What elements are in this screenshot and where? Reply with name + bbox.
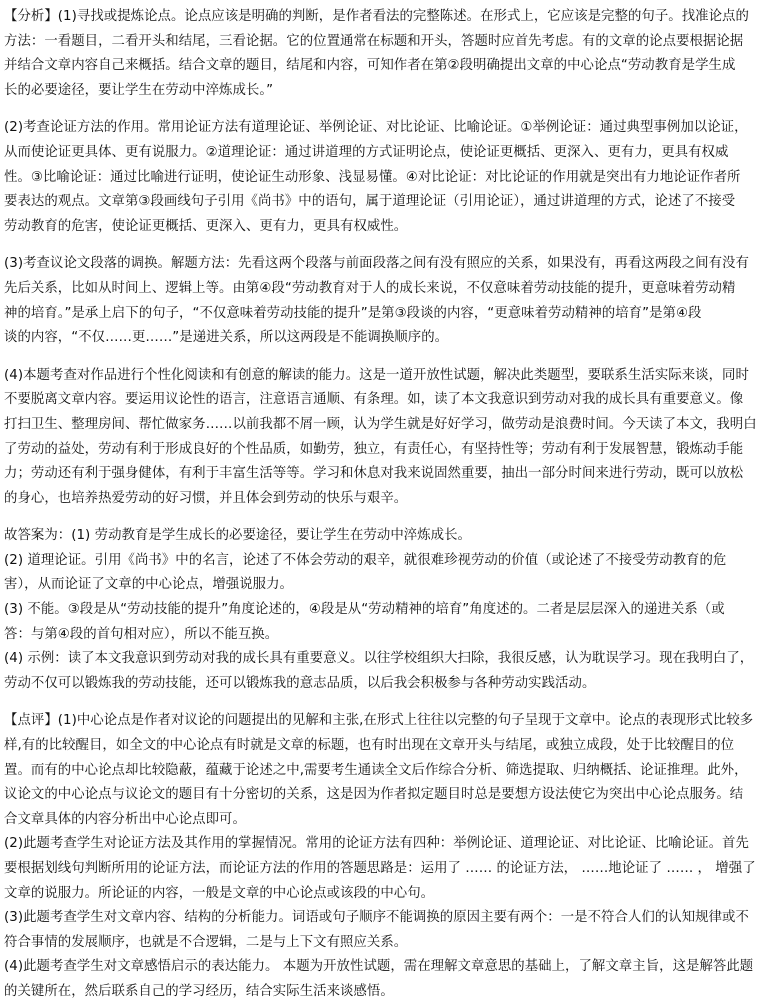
- text-line: (2) 道理论证。引用《尚书》中的名言，论述了不体会劳动的艰辛，就很难珍视劳动的价值（或论述了不接受劳动教育的危: [4, 552, 727, 568]
- text-line: 方法：一看题目，二看开头和结尾，三看论据。它的位置通常在标题和开头，答题时应首先考虑。有的文章的论点要根据论据: [4, 33, 744, 49]
- text-line: 故答案为：(1) 劳动教育是学生成长的必要途径，要让学生在劳动中淬炼成长。: [4, 528, 471, 544]
- text-line: (3) 不能。③段是从“劳动技能的提升”角度论述的，④段是从“劳动精神的培育”角度述的。二者是层层深入的递进关系（或: [4, 602, 725, 618]
- text-line: 【分析】(1)寻找或提炼论点。论点应该是明确的判断，是作者看法的完整陈述。在形式上，它应该是完整的句子。找准论点的: [4, 9, 749, 24]
- text-line: 要根据划线句判断所用的论证方法，而论证方法的作用的答题思路是：运用了 …… 的论证方法， ……地论证了 …… ， 增强了: [4, 861, 756, 876]
- text-line: (4)本题考查对作品进行个性化阅读和有创意的解读的能力。这是一道开放性试题，解决此类题型，要联系生活实际来谈，同时: [4, 367, 749, 383]
- comment-section: [4, 709, 774, 1004]
- text-line: 先后关系，比如从时间上、逻辑上等。由第④段“劳动教育对于人的成长来说，不仅意味着劳动技能的提升，更意味着劳动精: [4, 280, 736, 296]
- text-line: 的身心，也培养热爱劳动的好习惯，并且体会到劳动的快乐与艰辛。: [4, 490, 408, 506]
- text-line: 议论文的中心论点与议论文的题目有十分密切的关系，这是因为作者拟定题目时总是要想方设法使它为突出中心论点服务。结: [4, 787, 744, 803]
- text-line: (3)此题考查学生对文章内容、结构的分析能力。词语或句子顺序不能调换的原因主要有两个：一是不符合人们的认知规律或不: [4, 910, 749, 926]
- text-line: (2)考查论证方法的作用。常用论证方法有道理论证、举例论证、对比论证、比喻论证。①举例论证：通过典型事例加以论证，: [4, 120, 748, 136]
- text-line: (2)此题考查学生对论证方法及其作用的掌握情况。常用的论证方法有四种：举例论证、道理论证、对比论证、比喻论证。首先: [4, 836, 749, 852]
- text-line: 谈的内容，“不仅……更……”是递进关系，所以这两段是不能调换顺序的。: [4, 330, 449, 346]
- text-line: 文章的说服力。所论证的内容，一般是文章的中心论点或该段的中心句。: [4, 885, 435, 901]
- text-line: (4)此题考查学生对文章感悟启示的表达能力。 本题为开放性试题，需在理解文章意思的基础上，了解文章主旨，这是解答此题: [4, 959, 754, 975]
- text-line: 力；劳动还有利于强身健体，有利于丰富生活等等。学习和休息对我来说固然重要，抽出一部分时间来进行劳动，既可以放松: [4, 466, 744, 482]
- text-line: 神的培育。”是承上启下的句子，“不仅意味着劳动技能的提升”是第③段谈的内容，“更意味着劳动精神的培育”是第④段: [4, 305, 702, 321]
- text-line: 不要脱离文章内容。要运用议论性的语言，注意语言通顺、有条理。如，读了本文我意识到劳动对我的成长具有重要意义。像: [4, 392, 744, 408]
- text-line: (4) 示例：读了本文我意识到劳动对我的成长具有重要意义。以往学校组织大扫除，我很反感，认为耽误学习。现在我明白了，: [4, 651, 754, 667]
- text-line: (3)考查议论文段落的调换。解题方法：先看这两个段落与前面段落之间有没有照应的关系，如果没有，再看这两段之间有没有: [4, 256, 749, 272]
- text-line: 并结合文章内容自己来概括。结合文章的题目，结尾和内容，可知作者在第②段明确提出文章的中心论点“劳动教育是学生成: [4, 58, 736, 74]
- text-line: 合文章具体的内容分析出中心论点即可。: [4, 811, 246, 827]
- text-line: 性。③比喻论证：通过比喻进行证明，使论证生动形象、浅显易懂。④对比论证：对比论证的作用就是突出有力地论证作者所: [4, 169, 741, 185]
- analysis-paragraph-1: [4, 5, 774, 103]
- text-line: 了劳动的益处，劳动有利于形成良好的个性品质，如勤劳，独立，有责任心，有坚持性等；劳动有利于发展智慧，锻炼动手能: [4, 441, 744, 457]
- text-line: 劳动教育的危害，使论证更概括、更深入、更有力，更具有权威性。: [4, 218, 408, 234]
- analysis-paragraph-4: [4, 364, 774, 512]
- text-line: 害），从而论证了文章的中心论点，增强说服力。: [4, 577, 293, 593]
- analysis-paragraph-3: [4, 252, 774, 350]
- text-line: 长的必要途径，要让学生在劳动中淬炼成长。”: [4, 82, 274, 98]
- text-line: 【点评】(1)中心论点是作者对议论的问题提出的见解和主张,在形式上往往以完整的句子呈现于文章中。论点的表现形式比较多: [4, 713, 754, 729]
- text-line: 置。而有的中心论点却比较隐蔽，蕴藏于论述之中,需要考生通读全文后作综合分析、筛选提取、归纳概括、论证推理。此外，: [4, 762, 748, 778]
- text-line: 从而使论证更具体、更有说服力。②道理论证：通过讲道理的方式证明论点，使论证更概括、更深入、更有力，更具有权威: [4, 144, 729, 160]
- analysis-paragraph-2: [4, 116, 774, 239]
- text-line: 符合事情的发展顺序，也就是不合逻辑，二是与上下文有照应关系。: [4, 934, 408, 950]
- answer-section: [4, 524, 774, 696]
- text-line: 样,有的比较醒目，如全文的中心论点有时就是文章的标题，也有时出现在文章开头与结尾，或独立成段，处于比较醒目的位: [4, 738, 735, 754]
- text-line: 答：与第④段的首句相对应），所以不能互换。: [4, 626, 279, 642]
- text-line: 要表达的观点。文章第③段画线句子引用《尚书》中的语句，属于道理论证（引用论证），通过讲道理的方式，论述了不接受: [4, 194, 736, 210]
- text-line: 打扫卫生、整理房间、帮忙做家务……以前我都不屑一顾，认为学生就是好好学习，做劳动是浪费时间。今天读了本文，我明白: [4, 416, 757, 432]
- text-line: 的关键所在，然后联系自己的学习经历，结合实际生活来谈感悟。: [4, 983, 394, 999]
- text-line: 劳动不仅可以锻炼我的劳动技能，还可以锻炼我的意志品质，以后我会积极参与各种劳动实践活动。: [4, 675, 596, 691]
